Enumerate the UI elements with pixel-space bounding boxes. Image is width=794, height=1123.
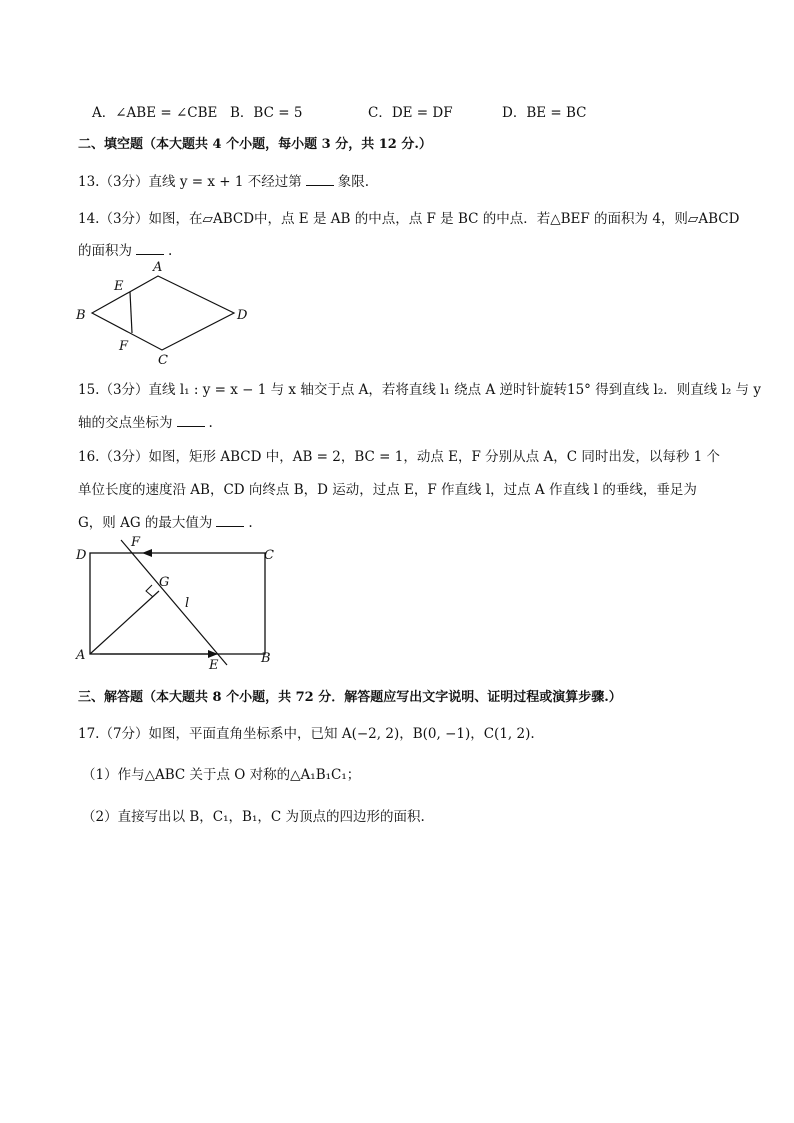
label-e: E: [114, 279, 124, 294]
q15-text-after: .: [208, 415, 213, 431]
question-13: [78, 170, 369, 190]
label-g: G: [159, 575, 170, 590]
label-a: A: [153, 260, 163, 275]
q13-text: 13.（3分）直线 y = x + 1 不经过第: [78, 174, 302, 190]
question-16-line3: [78, 511, 253, 531]
question-14-line2: [78, 239, 172, 259]
label-f: F: [119, 339, 129, 354]
label-d: D: [237, 308, 248, 323]
choice-b: B．BC = 5: [230, 105, 303, 121]
label-c: C: [264, 548, 274, 563]
right-angle-mark: [146, 585, 153, 597]
choice-c: C．DE = DF: [368, 105, 453, 121]
q16-answer-blank[interactable]: [216, 514, 244, 527]
question-14-line1: 14.（3分）如图，在▱ABCD中，点 E 是 AB 的中点，点 F 是 BC 的中点．若△BEF 的面积为 4，则▱ABCD: [78, 211, 740, 227]
q15-text: 轴的交点坐标为: [78, 415, 173, 431]
label-c: C: [158, 353, 168, 367]
choice-a: A．∠ABE = ∠CBE: [92, 105, 218, 121]
label-l: l: [185, 596, 190, 611]
q16-text-after: .: [248, 515, 253, 531]
q14-parallelogram-figure: [72, 257, 257, 367]
q16-rectangle-figure: [70, 533, 285, 673]
rectangle-abcd: [90, 553, 265, 654]
label-b: B: [261, 651, 271, 666]
q12-choices: [0, 101, 794, 121]
q14-answer-blank[interactable]: [136, 242, 164, 255]
q16-text: G，则 AG 的最大值为: [78, 515, 213, 531]
q14-text: 的面积为: [78, 243, 132, 259]
choice-d: D．BE = BC: [502, 105, 587, 121]
segment-ef: [130, 292, 132, 333]
segment-ag: [90, 591, 159, 654]
label-f: F: [131, 535, 141, 550]
question-17-part1: （1）作与△ABC 关于点 O 对称的△A₁B₁C₁；: [82, 767, 361, 783]
q14-text-after: .: [168, 243, 173, 259]
label-e: E: [209, 658, 219, 673]
arrow-cd-head: [142, 549, 152, 557]
section-3-title: 三、解答题（本大题共 8 个小题，共 72 分．解答题应写出文字说明、证明过程或演算步骤.）: [78, 690, 622, 705]
q13-answer-blank[interactable]: [306, 173, 334, 186]
q15-answer-blank[interactable]: [177, 414, 205, 427]
arrow-ab-head: [208, 650, 218, 658]
line-l: [121, 540, 227, 665]
label-b: B: [76, 308, 86, 323]
question-17-line1: 17.（7分）如图，平面直角坐标系中，已知 A(−2, 2)，B(0, −1)，C(1, 2).: [78, 726, 535, 742]
question-15-line1: 15.（3分）直线 l₁ : y = x − 1 与 x 轴交于点 A，若将直线 l₁ 绕点 A 逆时针旋转15° 得到直线 l₂．则直线 l₂ 与 y: [78, 382, 761, 398]
question-16-line2: 单位长度的速度沿 AB，CD 向终点 B，D 运动，过点 E，F 作直线 l，过点 A 作直线 l 的垂线，垂足为: [78, 482, 697, 498]
label-d: D: [76, 548, 87, 563]
question-15-line2: [78, 411, 213, 431]
question-17-part2: （2）直接写出以 B，C₁，B₁，C 为顶点的四边形的面积.: [82, 809, 425, 825]
section-2-title: 二、填空题（本大题共 4 个小题，每小题 3 分，共 12 分.）: [78, 137, 432, 152]
label-a: A: [76, 648, 86, 663]
q13-text-after: 象限.: [337, 174, 370, 190]
question-16-line1: 16.（3分）如图，矩形 ABCD 中，AB = 2，BC = 1，动点 E，F 分别从点 A，C 同时出发，以每秒 1 个: [78, 449, 720, 465]
